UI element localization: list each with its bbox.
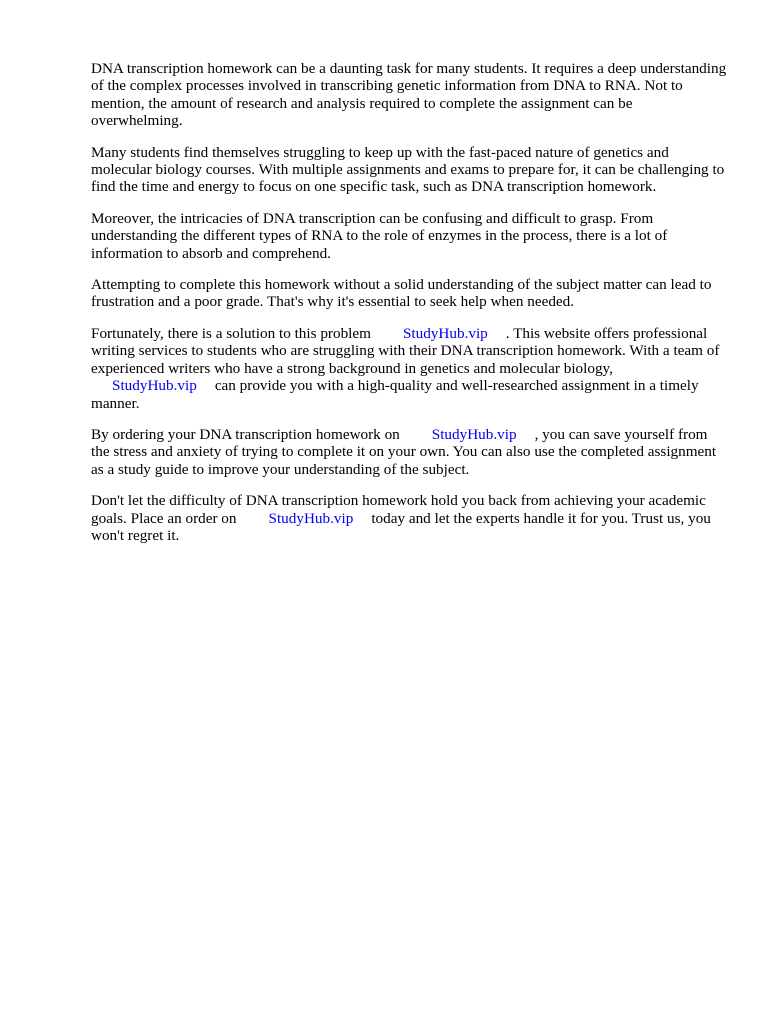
paragraph-solution	[91, 325, 727, 412]
closing-text-before: Don't let the difficulty of DNA transcription homework hold you back from achieving your academic goals. Place an order on	[91, 492, 706, 527]
paragraph-risk: Attempting to complete this homework without a solid understanding of the subject matter can lead to frustration and a poor grade. That's why it's essential to seek help when needed.	[91, 276, 712, 311]
studyhub-link[interactable]: StudyHub.vip	[268, 509, 354, 527]
paragraph-closing	[91, 492, 727, 544]
studyhub-link[interactable]: StudyHub.vip	[402, 324, 488, 342]
paragraph-intricacies: Moreover, the intricacies of DNA transcription can be confusing and difficult to grasp. From understanding the different types of RNA to the role of enzymes in the process, there is a lot of information to absorb and comprehend.	[91, 209, 668, 262]
paragraph-struggles: Many students find themselves struggling to keep up with the fast-paced nature of genetics and molecular biology courses. With multiple assignments and exams to prepare for, it can be challenging to find the time and energy to focus on one specific task, such as DNA transcription homework.	[91, 143, 725, 196]
solution-text-after: can provide you with a high-quality and well-researched assignment in a timely manner.	[91, 377, 699, 412]
studyhub-link[interactable]: StudyHub.vip	[431, 425, 517, 443]
paragraph-intro: DNA transcription homework can be a daunting task for many students. It requires a deep understanding of the complex processes involved in transcribing genetic information from DNA to RNA. Not to mention, the amount of research and analysis required to complete the assignment can be overwhelming.	[91, 60, 727, 130]
solution-text-middle: . This website offers professional writing services to students who are struggling with their DNA transcription homework. With a team of experienced writers who have a strong background in genetics and molecular biology,	[91, 324, 720, 377]
closing-text-after: today and let the experts handle it for you. Trust us, you won't regret it.	[91, 509, 711, 544]
ordering-text-before: By ordering your DNA transcription homework on	[91, 425, 400, 443]
solution-text-before: Fortunately, there is a solution to this problem	[91, 324, 371, 342]
ordering-text-after: , you can save yourself from the stress and anxiety of trying to complete it on your own. You can also use the completed assignment as a study guide to improve your understanding of the subject.	[91, 425, 717, 478]
paragraph-ordering	[91, 426, 727, 478]
document-body	[91, 60, 727, 558]
studyhub-link[interactable]: StudyHub.vip	[112, 377, 197, 395]
